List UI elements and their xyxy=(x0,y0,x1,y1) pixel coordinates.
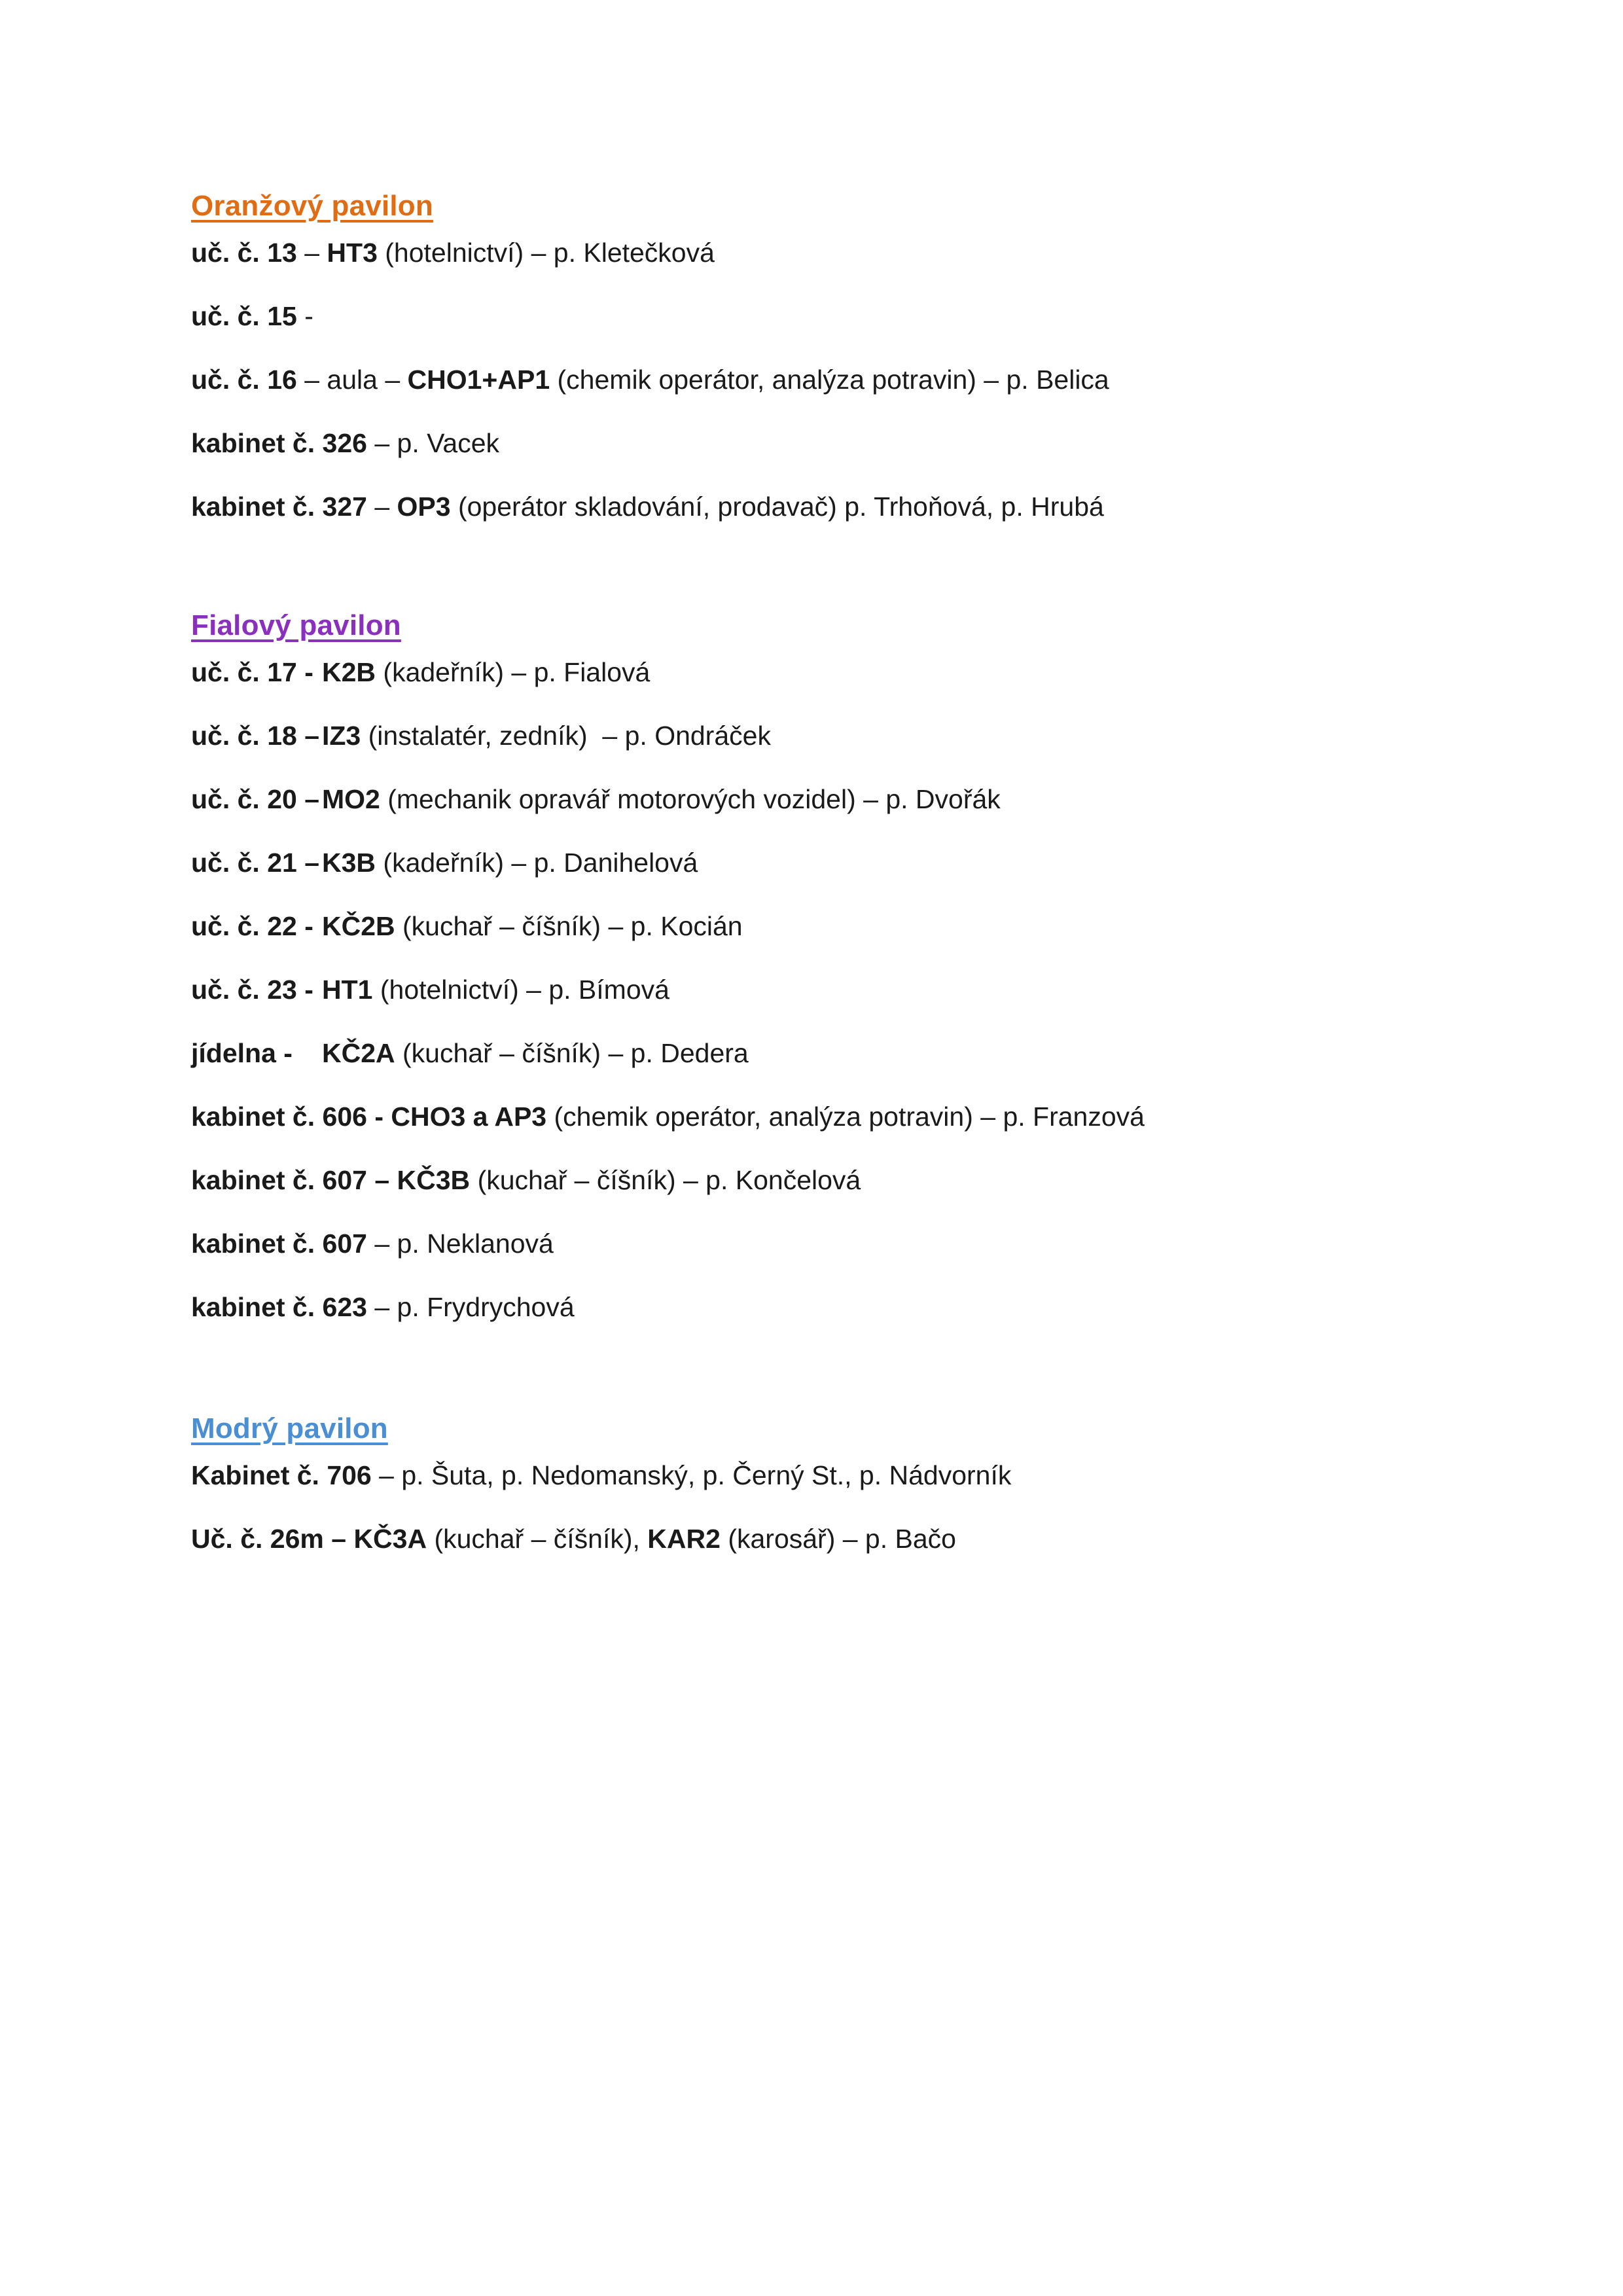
course-code: IZ3 xyxy=(322,721,361,751)
list-item xyxy=(191,367,1427,393)
row-detail: (kadeřník) – p. Danihelová xyxy=(376,848,698,878)
row-detail: (kuchař – číšník) – p. Dedera xyxy=(395,1038,749,1068)
row-detail: (hotelnictví) – p. Bímová xyxy=(372,975,669,1005)
course-code: K2B xyxy=(322,657,376,687)
list-item xyxy=(191,493,1427,520)
row-separator xyxy=(383,1102,391,1132)
section-blue-pavilion xyxy=(191,1412,1427,1552)
row-separator: – p. Frydrychová xyxy=(366,1292,575,1322)
course-code-secondary: KAR2 xyxy=(647,1524,721,1554)
list-item xyxy=(191,240,1427,266)
section-orange-pavilion xyxy=(191,190,1427,520)
list-item xyxy=(191,1040,1427,1067)
list-item xyxy=(191,786,1427,813)
row-detail: (mechanik opravář motorových vozidel) – p. Dvořák xyxy=(380,784,1001,814)
row-separator xyxy=(346,1524,353,1554)
row-detail: (chemik operátor, analýza potravin) – p. Franzová xyxy=(546,1102,1145,1132)
list-item xyxy=(191,1230,1427,1257)
list-item xyxy=(191,913,1427,940)
course-code: OP3 xyxy=(397,492,451,522)
room-label: kabinet č. 607 – xyxy=(191,1165,390,1195)
course-code: CHO3 a AP3 xyxy=(391,1102,547,1132)
room-label: uč. č. 16 xyxy=(191,365,297,395)
course-code: KČ2B xyxy=(322,911,395,941)
room-label: kabinet č. 327 xyxy=(191,492,367,522)
room-label: Uč. č. 26m – xyxy=(191,1524,347,1554)
row-separator: – p. Neklanová xyxy=(366,1229,554,1259)
room-label: uč. č. 20 – xyxy=(191,784,320,814)
room-label: kabinet č. 326 xyxy=(191,428,367,458)
section-heading-purple: Fialový pavilon xyxy=(191,609,401,641)
room-label: kabinet č. 623 xyxy=(191,1292,367,1322)
list-item xyxy=(191,430,1427,457)
row-separator xyxy=(389,1165,397,1195)
row-detail: (operátor skladování, prodavač) p. Trhoňová, p. Hrubá xyxy=(450,492,1104,522)
course-code: MO2 xyxy=(322,784,380,814)
room-label: jídelna - xyxy=(191,1038,293,1068)
course-code: KČ2A xyxy=(322,1038,395,1068)
room-label: uč. č. 18 – xyxy=(191,721,320,751)
room-label: Kabinet č. 706 xyxy=(191,1460,372,1490)
row-detail: (kuchař – číšník) – p. Končelová xyxy=(470,1165,861,1195)
room-label: uč. č. 21 – xyxy=(191,848,320,878)
row-separator: - xyxy=(296,301,313,331)
row-detail: (chemik operátor, analýza potravin) – p. Belica xyxy=(550,365,1109,395)
row-detail: (kuchař – číšník), xyxy=(427,1524,648,1554)
room-label: uč. č. 15 xyxy=(191,301,297,331)
list-item xyxy=(191,303,1427,330)
row-detail-secondary: (karosář) – p. Bačo xyxy=(720,1524,956,1554)
list-item xyxy=(191,850,1427,876)
course-code: HT3 xyxy=(327,238,378,268)
list-item xyxy=(191,659,1427,686)
course-code: HT1 xyxy=(322,975,373,1005)
list-item xyxy=(191,977,1427,1003)
row-detail: (instalatér, zedník) – p. Ondráček xyxy=(361,721,771,751)
room-label: uč. č. 22 - xyxy=(191,911,313,941)
section-heading-blue: Modrý pavilon xyxy=(191,1412,388,1444)
row-detail: (kuchař – číšník) – p. Kocián xyxy=(395,911,743,941)
list-item xyxy=(191,1103,1427,1130)
course-code: CHO1+AP1 xyxy=(407,365,550,395)
row-separator: – xyxy=(296,238,327,268)
course-code: KČ3B xyxy=(397,1165,471,1195)
row-detail: (kadeřník) – p. Fialová xyxy=(376,657,651,687)
row-separator: – xyxy=(366,492,397,522)
course-code: K3B xyxy=(322,848,376,878)
room-label: kabinet č. 607 xyxy=(191,1229,367,1259)
section-spacer xyxy=(191,1321,1427,1412)
list-item xyxy=(191,1167,1427,1194)
list-item xyxy=(191,1526,1427,1552)
row-separator: – p. Šuta, p. Nedomanský, p. Černý St., p. Nádvorník xyxy=(371,1460,1012,1490)
section-purple-pavilion xyxy=(191,609,1427,1321)
room-label: uč. č. 13 xyxy=(191,238,297,268)
row-separator: – aula – xyxy=(296,365,408,395)
list-item xyxy=(191,723,1427,749)
row-separator: – p. Vacek xyxy=(366,428,500,458)
room-label: uč. č. 17 - xyxy=(191,657,313,687)
section-spacer xyxy=(191,520,1427,609)
row-detail: (hotelnictví) – p. Kletečková xyxy=(377,238,715,268)
section-heading-orange: Oranžový pavilon xyxy=(191,190,433,222)
list-item xyxy=(191,1462,1427,1489)
room-label: kabinet č. 606 - xyxy=(191,1102,383,1132)
room-label: uč. č. 23 - xyxy=(191,975,313,1005)
list-item xyxy=(191,1294,1427,1321)
course-code: KČ3A xyxy=(353,1524,427,1554)
